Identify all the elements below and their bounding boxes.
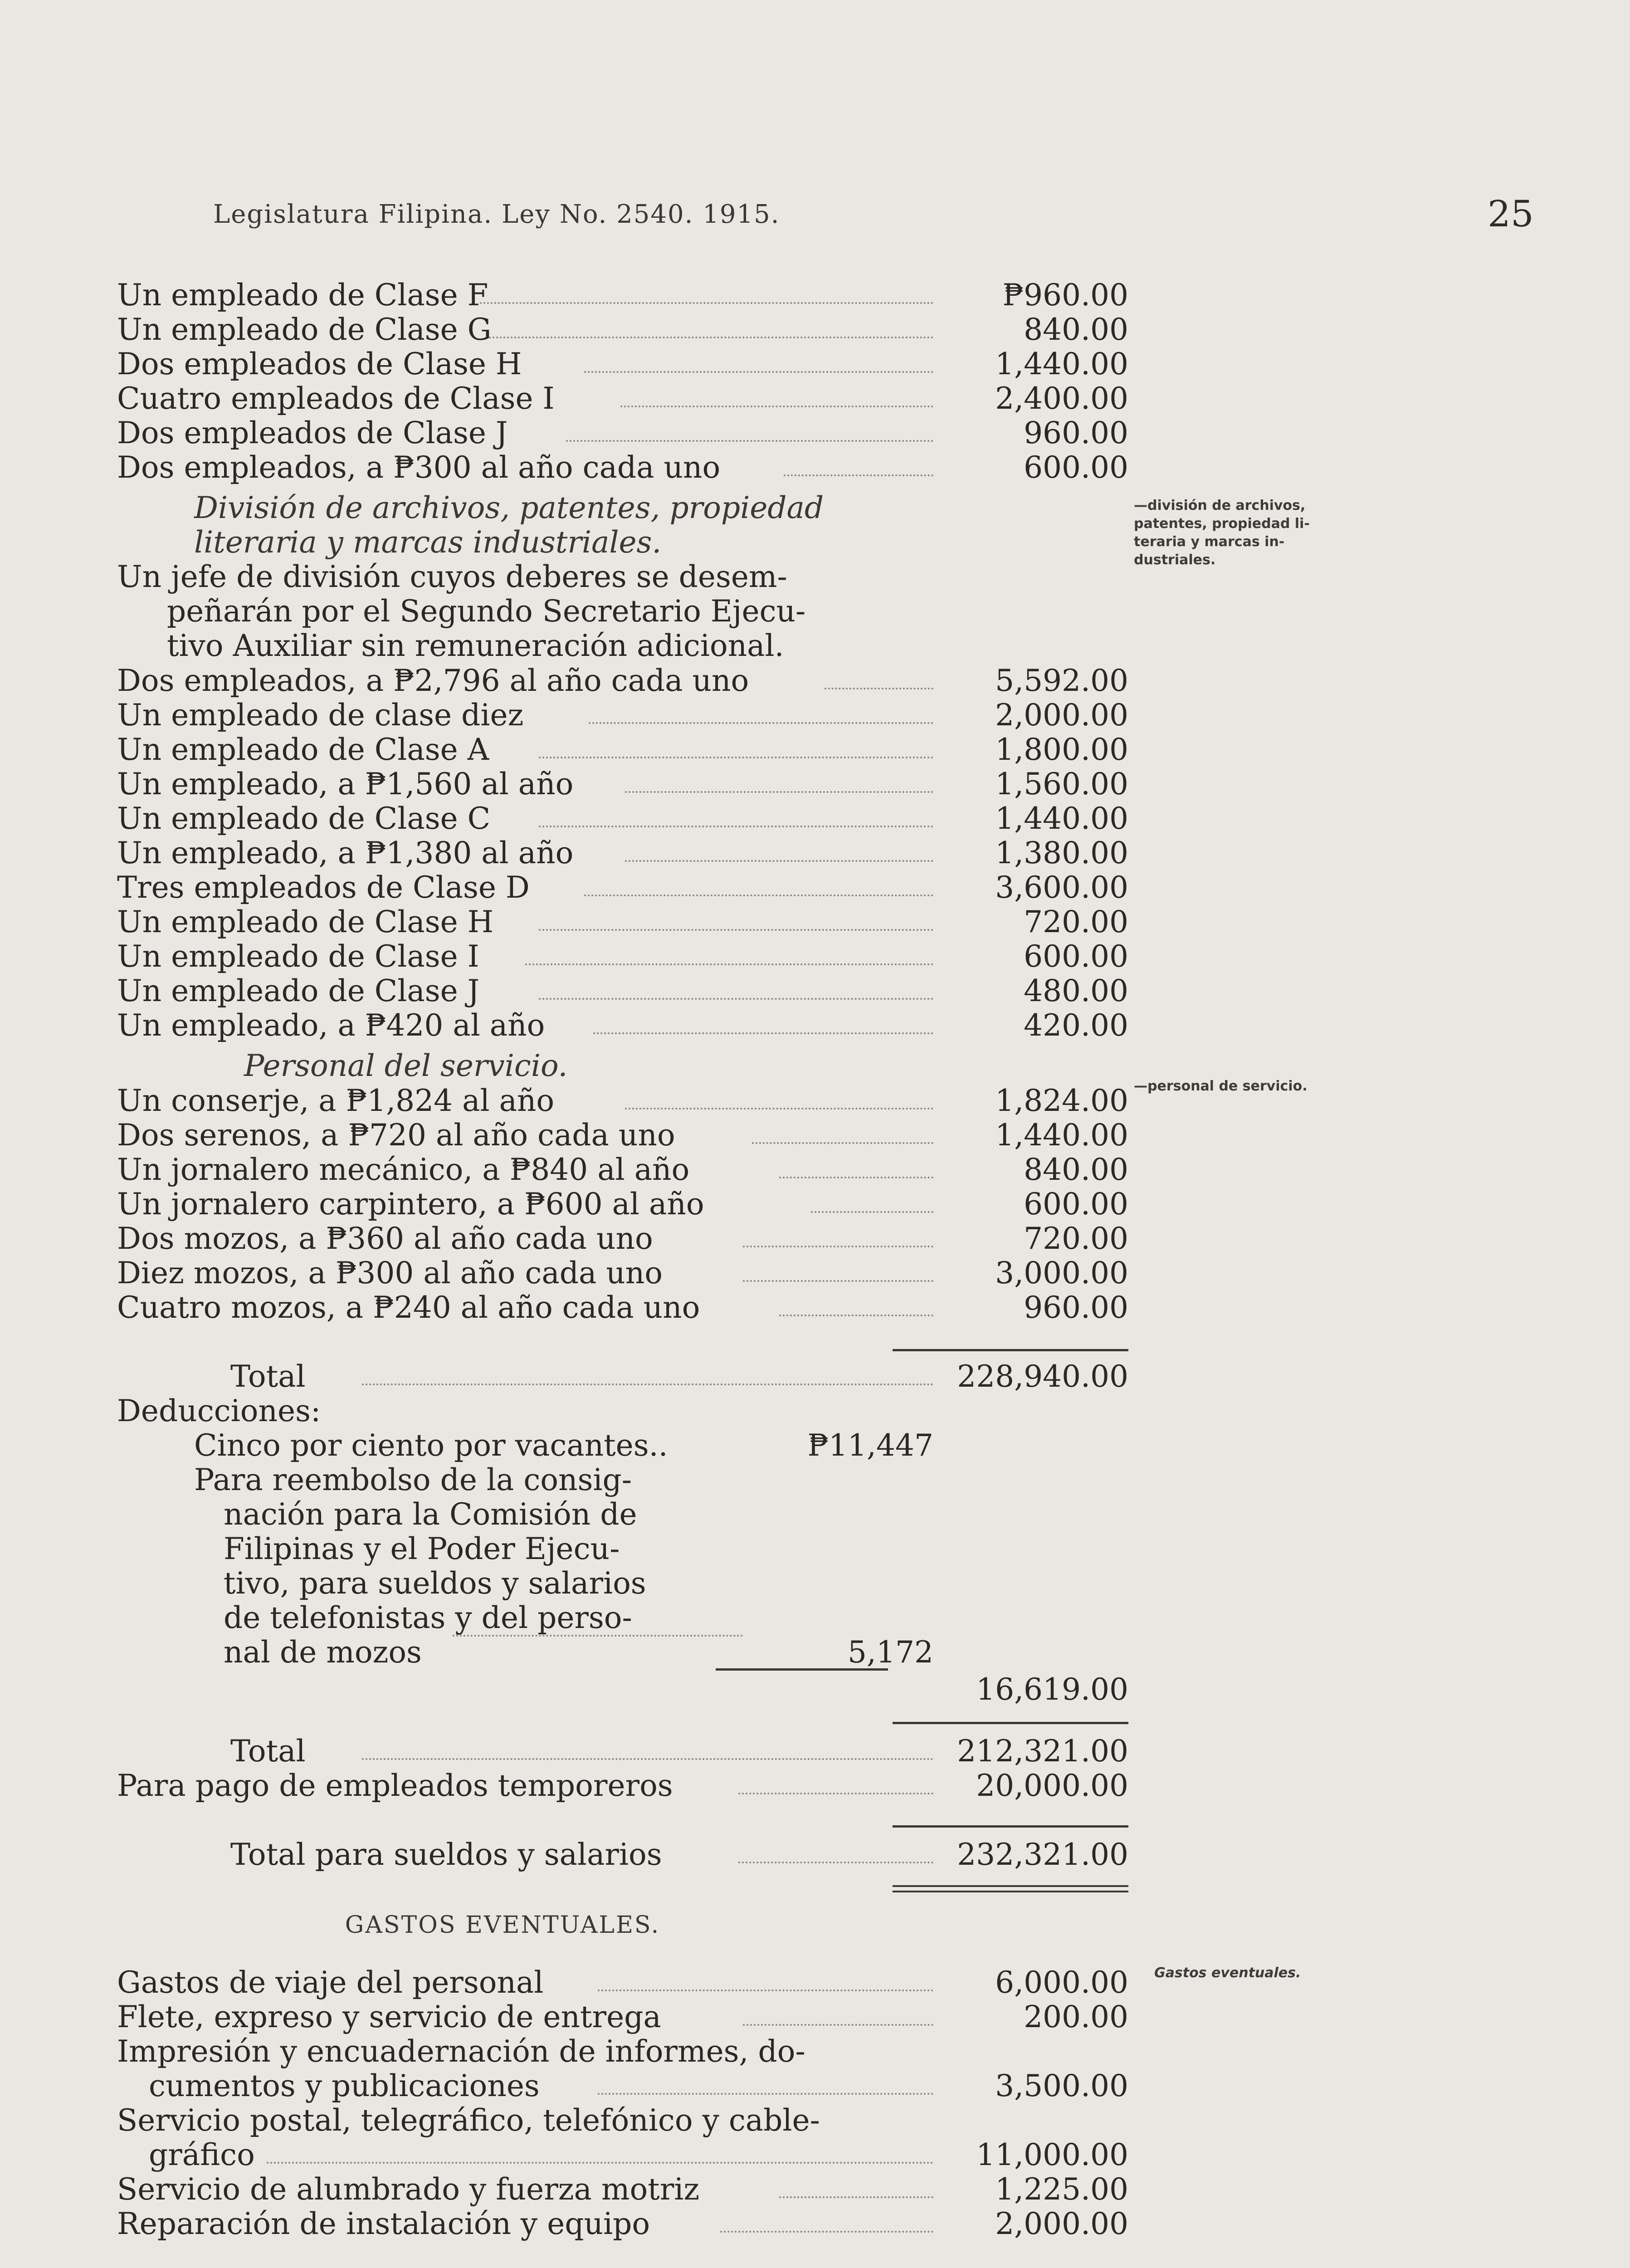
table-row <box>117 347 1128 381</box>
row-label: Un empleado de Clase J <box>117 973 480 1008</box>
table-row <box>117 381 1128 415</box>
row-amount: 1,225.00 <box>995 2172 1128 2207</box>
row-label: Para pago de empleados temporeros <box>117 1768 673 1803</box>
personal-heading: Personal del servicio. <box>244 1048 568 1083</box>
row-label: Un conserje, a ₱1,824 al año <box>117 1083 555 1118</box>
paragraph-line: Filipinas y el Poder Ejecu- <box>224 1531 620 1566</box>
row-amount: 960.00 <box>1024 1290 1128 1325</box>
row-amount: 720.00 <box>1024 904 1128 939</box>
row-amount: 2,400.00 <box>995 381 1128 416</box>
row-amount: 3,500.00 <box>995 2068 1128 2103</box>
row-label: Servicio postal, telegráfico, telefónico y cable- <box>117 2103 820 2138</box>
table-row <box>117 939 1128 973</box>
row-amount: 6,000.00 <box>995 1965 1128 2000</box>
jefe-paragraph <box>117 560 888 663</box>
row-amount: 2,000.00 <box>995 698 1128 733</box>
table-row <box>117 836 1128 870</box>
row-amount: 20,000.00 <box>976 1768 1128 1803</box>
row-amount: 3,000.00 <box>995 1256 1128 1290</box>
row-amount: 1,560.00 <box>995 767 1128 802</box>
paragraph-line: tivo Auxiliar sin remuneración adicional. <box>167 628 784 663</box>
table-row <box>117 801 1128 836</box>
total-row <box>117 1734 1128 1768</box>
total-row <box>117 1837 1128 1872</box>
deduction-row <box>117 1428 1128 1462</box>
row-label: Tres empleados de Clase D <box>117 870 530 905</box>
paragraph-line: tivo, para sueldos y salarios <box>224 1566 646 1601</box>
row-amount: 200.00 <box>1024 1999 1128 2034</box>
row-amount: 480.00 <box>1024 973 1128 1008</box>
reembolso-label: nal de mozos <box>224 1635 422 1670</box>
row-label: Gastos de viaje del personal <box>117 1965 544 2000</box>
row-label: Dos empleados, a ₱300 al año cada uno <box>117 450 721 485</box>
table-row <box>117 1768 1128 1803</box>
row-label: Un empleado, a ₱1,380 al año <box>117 836 574 870</box>
row-label: Dos empleados de Clase H <box>117 347 522 381</box>
total-label: Total <box>230 1734 306 1769</box>
row-label: Un empleado de Clase H <box>117 904 494 939</box>
total-row <box>117 1359 1128 1393</box>
row-label: Servicio de alumbrado y fuerza motriz <box>117 2172 700 2207</box>
row-label: Un empleado de clase diez <box>117 698 524 733</box>
division-heading-line: División de archivos, patentes, propiedad <box>194 490 824 525</box>
paragraph-line: nación para la Comisión de <box>224 1497 637 1532</box>
table-row <box>117 1221 1128 1256</box>
row-label: Un empleado, a ₱420 al año <box>117 1008 545 1043</box>
row-label: gráfico <box>149 2137 255 2172</box>
paragraph-line: Para reembolso de la consig- <box>194 1462 632 1497</box>
table-row <box>117 1083 1128 1118</box>
row-label: Flete, expreso y servicio de entrega <box>117 1999 661 2034</box>
row-label: Un empleado, a ₱1,560 al año <box>117 767 574 802</box>
total-amount: 232,321.00 <box>957 1837 1128 1872</box>
total-label: Total <box>230 1359 306 1394</box>
deduction-subtotal-row <box>117 1672 1128 1706</box>
row-label: Un jornalero mecánico, a ₱840 al año <box>117 1152 690 1187</box>
row-amount: 1,440.00 <box>995 801 1128 836</box>
reembolso-block <box>117 1462 1128 1669</box>
paragraph-line: peñarán por el Segundo Secretario Ejecu- <box>167 594 806 629</box>
row-label: Dos mozos, a ₱360 al año cada uno <box>117 1221 653 1256</box>
total-label: Total para sueldos y salarios <box>230 1837 662 1872</box>
division-heading-line: literaria y marcas industriales. <box>194 525 662 560</box>
row-amount: 5,592.00 <box>995 663 1128 698</box>
row-amount: 1,380.00 <box>995 836 1128 870</box>
table-row <box>117 2068 1128 2103</box>
row-label: Un jornalero carpintero, a ₱600 al año <box>117 1187 704 1222</box>
paragraph-line: Un jefe de división cuyos deberes se desem- <box>117 559 787 594</box>
table-row <box>117 904 1128 939</box>
table-row <box>117 1256 1128 1290</box>
table-row <box>117 1290 1128 1325</box>
row-label: Diez mozos, a ₱300 al año cada uno <box>117 1256 663 1290</box>
row-amount: 2,000.00 <box>995 2206 1128 2241</box>
row-amount: 600.00 <box>1024 450 1128 485</box>
table-row <box>117 663 1128 698</box>
table-row <box>117 1999 1128 2034</box>
reembolso-amount: 5,172 <box>848 1635 933 1670</box>
row-amount: 11,000.00 <box>976 2137 1128 2172</box>
vacantes-amount: ₱11,447 <box>807 1428 933 1463</box>
row-amount: 600.00 <box>1024 1187 1128 1222</box>
row-label: Un empleado de Clase I <box>117 939 479 974</box>
row-label: Un empleado de Clase A <box>117 732 489 767</box>
row-amount: 600.00 <box>1024 939 1128 974</box>
table-row <box>117 2034 1128 2068</box>
row-label: Un empleado de Clase G <box>117 312 492 347</box>
paragraph-line: de telefonistas y del perso- <box>224 1600 632 1635</box>
table-row <box>117 1965 1128 1999</box>
table-row <box>117 2103 1128 2137</box>
row-amount: 960.00 <box>1024 415 1128 450</box>
appropriation-list <box>117 278 1128 2241</box>
margin-note-personal: —personal de servicio. <box>1134 1078 1308 1094</box>
row-amount: 420.00 <box>1024 1008 1128 1043</box>
table-row <box>117 698 1128 732</box>
row-amount: 1,440.00 <box>995 347 1128 381</box>
table-row <box>117 415 1128 450</box>
table-row <box>117 1187 1128 1221</box>
row-label: Impresión y encuadernación de informes, do- <box>117 2034 805 2069</box>
row-amount: 840.00 <box>1024 1152 1128 1187</box>
table-row <box>117 450 1128 484</box>
row-amount: 1,440.00 <box>995 1118 1128 1153</box>
table-row <box>117 2137 1128 2172</box>
row-label: Dos serenos, a ₱720 al año cada uno <box>117 1118 675 1153</box>
page-number: 25 <box>1488 193 1534 235</box>
margin-note-division: —división de archivos, patentes, propiedad li- teraria y marcas in- dustriales. <box>1134 498 1310 568</box>
table-row <box>117 2172 1128 2206</box>
running-header: Legislatura Filipina. Ley No. 2540. 1915. <box>213 200 780 229</box>
margin-note-gastos: Gastos eventuales. <box>1154 1965 1301 1981</box>
row-amount: ₱960.00 <box>1002 278 1128 313</box>
table-row <box>117 1152 1128 1187</box>
row-label: Dos empleados de Clase J <box>117 415 508 450</box>
total-amount: 212,321.00 <box>957 1734 1128 1769</box>
row-amount: 3,600.00 <box>995 870 1128 905</box>
table-row <box>117 1008 1128 1042</box>
row-label: Cuatro empleados de Clase I <box>117 381 555 416</box>
row-label: Cuatro mozos, a ₱240 al año cada uno <box>117 1290 700 1325</box>
table-row <box>117 767 1128 801</box>
row-label: Un empleado de Clase C <box>117 801 491 836</box>
table-row <box>117 973 1128 1008</box>
table-row <box>117 278 1128 312</box>
gastos-heading: GASTOS EVENTUALES. <box>345 1911 660 1939</box>
vacantes-label: Cinco por ciento por vacantes.. <box>194 1428 668 1463</box>
table-row <box>117 312 1128 347</box>
row-label: cumentos y publicaciones <box>149 2068 540 2103</box>
total-amount: 228,940.00 <box>957 1359 1128 1394</box>
table-row <box>117 1118 1128 1152</box>
row-amount: 1,800.00 <box>995 732 1128 767</box>
row-label: Un empleado de Clase F <box>117 278 488 313</box>
table-row <box>117 2206 1128 2241</box>
table-row <box>117 870 1128 904</box>
row-amount: 840.00 <box>1024 312 1128 347</box>
division-heading <box>117 491 1128 560</box>
table-row <box>117 732 1128 767</box>
row-amount: 720.00 <box>1024 1221 1128 1256</box>
deduction-row <box>117 1635 1128 1669</box>
deducciones-label-row <box>117 1393 1128 1428</box>
deduction-subtotal: 16,619.00 <box>976 1672 1128 1707</box>
row-label: Dos empleados, a ₱2,796 al año cada uno <box>117 663 749 698</box>
row-amount: 1,824.00 <box>995 1083 1128 1118</box>
row-label: Reparación de instalación y equipo <box>117 2206 650 2241</box>
deducciones-label: Deducciones: <box>117 1393 321 1428</box>
